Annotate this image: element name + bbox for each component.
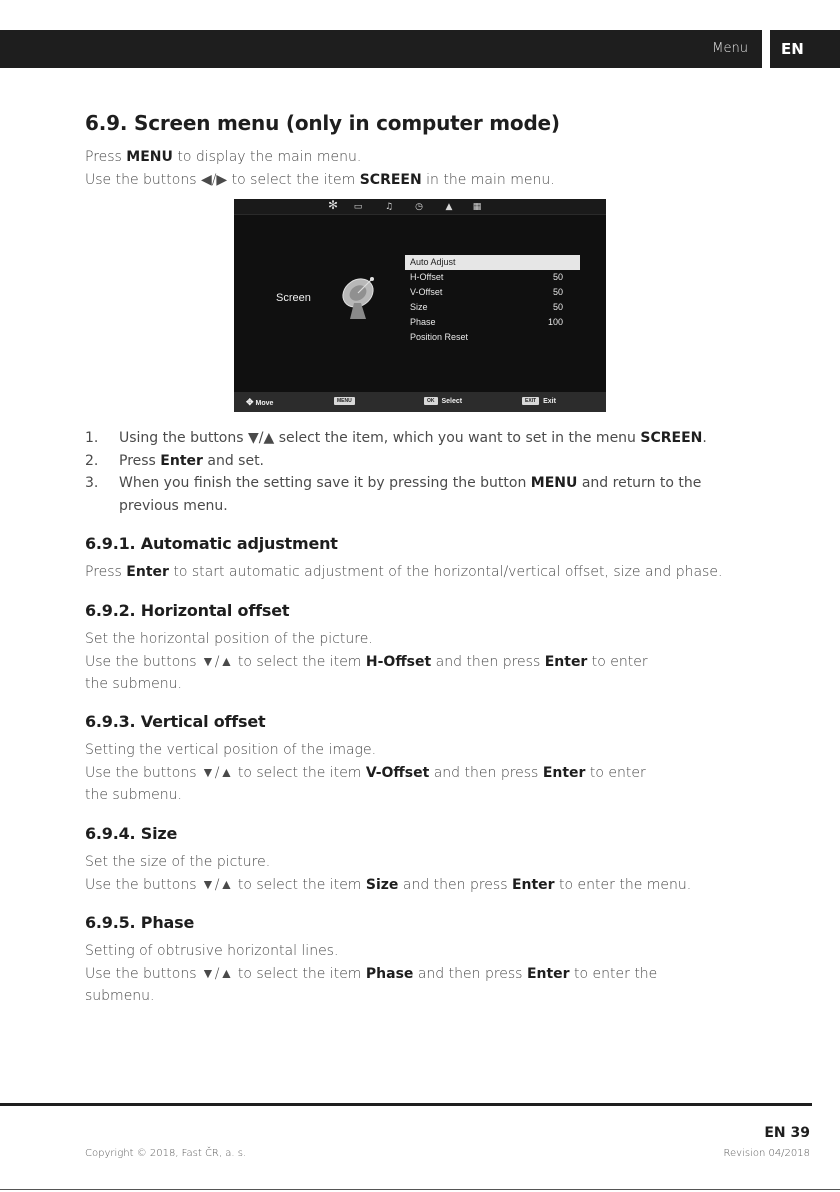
tv-bottom-bar <box>234 392 606 412</box>
tv-menu-item-size[interactable] <box>405 300 580 315</box>
tv-menu-item-v-offset[interactable] <box>405 285 580 300</box>
text-line: Use the buttons ▼/▲ to select the item Phase and then press Enter to enter the <box>85 965 658 982</box>
text-line: Setting of obtrusive horizontal lines. <box>85 943 339 959</box>
list-item-text: When you finish the setting save it by pressing the button <box>119 475 531 491</box>
tv-menu-item-label: H-Offset <box>410 272 444 282</box>
tv-tab-bar <box>234 199 606 215</box>
heading-size: 6.9.4. Size <box>85 824 178 843</box>
heading-automatic-adjustment: 6.9.1. Automatic adjustment <box>85 534 338 553</box>
header-band <box>0 30 762 68</box>
list-item-keyword: SCREEN <box>640 430 703 446</box>
tv-screen-menu-figure <box>234 199 606 412</box>
intro-text <box>85 146 765 191</box>
grid-icon: ▦ <box>472 202 482 212</box>
automatic-adjustment-text: Press Enter to start automatic adjustment of the horizontal/vertical offset, size and phase. <box>85 564 723 580</box>
tv-menu-item-auto-adjust[interactable] <box>405 255 580 270</box>
tv-menu-item-value: 50 <box>552 272 563 282</box>
heading-vertical-offset: 6.9.3. Vertical offset <box>85 712 266 731</box>
copyright-notice: Copyright © 2018, Fast ČR, a. s. <box>85 1148 247 1159</box>
tv-exit-label: Exit <box>543 397 556 405</box>
list-item <box>85 472 765 517</box>
move-arrows-icon: ✥ <box>246 397 254 407</box>
text-line: the submenu. <box>85 676 182 692</box>
page-title: 6.9. Screen menu (only in computer mode) <box>85 111 560 135</box>
text-line: Set the size of the picture. <box>85 854 271 870</box>
size-text <box>85 851 765 896</box>
list-item-keyword: Enter <box>160 452 203 469</box>
intro-line-1: Press MENU to display the main menu. <box>85 149 362 165</box>
vertical-offset-text <box>85 739 765 807</box>
tv-menu-item-value: 50 <box>552 302 563 312</box>
list-item-text: Using the buttons ▼/▲ select the item, which you want to set in the menu <box>119 430 641 446</box>
tv-move-label: Move <box>255 400 274 407</box>
heading-horizontal-offset: 6.9.2. Horizontal offset <box>85 601 290 620</box>
text-line: Setting the vertical position of the image. <box>85 742 377 758</box>
heading-phase: 6.9.5. Phase <box>85 913 195 932</box>
steps-list <box>85 427 765 517</box>
list-item-number: 3. <box>85 475 99 491</box>
text-line: the submenu. <box>85 787 182 803</box>
list-item <box>85 450 765 473</box>
list-item <box>85 427 765 450</box>
tv-menu-item-label: V-Offset <box>410 287 443 297</box>
tv-menu-item-label: Size <box>410 302 428 312</box>
list-item-text: and return to the previous menu. <box>119 475 702 514</box>
tv-exit-hint <box>522 397 556 405</box>
satellite-dish-icon <box>334 271 384 321</box>
lock-icon: ▲ <box>445 202 453 212</box>
tv-screen-label: Screen <box>276 292 311 304</box>
tv-menu-item-position-reset[interactable] <box>405 330 580 345</box>
text-line: Set the horizontal position of the picture. <box>85 631 373 647</box>
list-item-text: Press <box>119 452 161 469</box>
text-line: Use the buttons ▼/▲ to select the item H-Offset and then press Enter to enter <box>85 653 648 670</box>
tv-menu-item-label: Auto Adjust <box>410 257 456 267</box>
list-item-number: 2. <box>85 452 99 469</box>
tv-select-hint <box>424 397 462 405</box>
page-number: EN 39 <box>764 1125 810 1141</box>
tv-menu-item-h-offset[interactable] <box>405 270 580 285</box>
tv-menu-item-value: 50 <box>552 287 563 297</box>
list-item-text: and set. <box>202 452 265 469</box>
tv-move-hint <box>246 397 273 408</box>
text-line: Use the buttons ▼/▲ to select the item Size and then press Enter to enter the menu. <box>85 876 692 893</box>
gear-icon: ✻ <box>327 198 339 212</box>
revision-label: Revision 04/2018 <box>723 1148 810 1159</box>
horizontal-offset-text <box>85 628 765 696</box>
tv-menu-item-value: 100 <box>547 317 563 327</box>
header-section-label: Menu <box>712 41 748 56</box>
music-icon: ♫ <box>384 202 394 212</box>
monitor-icon: ▭ <box>353 202 363 212</box>
text-line: Use the buttons ▼/▲ to select the item V-Offset and then press Enter to enter <box>85 764 646 781</box>
menu-key-badge: MENU <box>334 397 355 405</box>
language-badge: EN <box>770 30 840 68</box>
tv-select-label: Select <box>441 397 463 405</box>
list-item-text: . <box>702 430 707 446</box>
tv-menu-item-label: Position Reset <box>410 332 469 342</box>
intro-line-2: Use the buttons ◀/▶ to select the item SCREEN in the main menu. <box>85 171 555 188</box>
phase-text <box>85 940 765 1008</box>
bottom-divider <box>0 1189 840 1190</box>
ok-key-badge: OK <box>424 397 438 405</box>
footer-divider <box>0 1103 812 1106</box>
tv-menu-item-label: Phase <box>410 317 436 327</box>
exit-key-badge: EXIT <box>522 397 539 405</box>
list-item-number: 1. <box>85 430 99 446</box>
text-line: submenu. <box>85 988 155 1004</box>
tv-menu-hint <box>334 397 359 405</box>
list-item-keyword: MENU <box>530 475 578 491</box>
tv-menu-item-phase[interactable] <box>405 315 580 330</box>
top-bar <box>0 30 840 68</box>
clock-icon: ◷ <box>415 202 423 212</box>
